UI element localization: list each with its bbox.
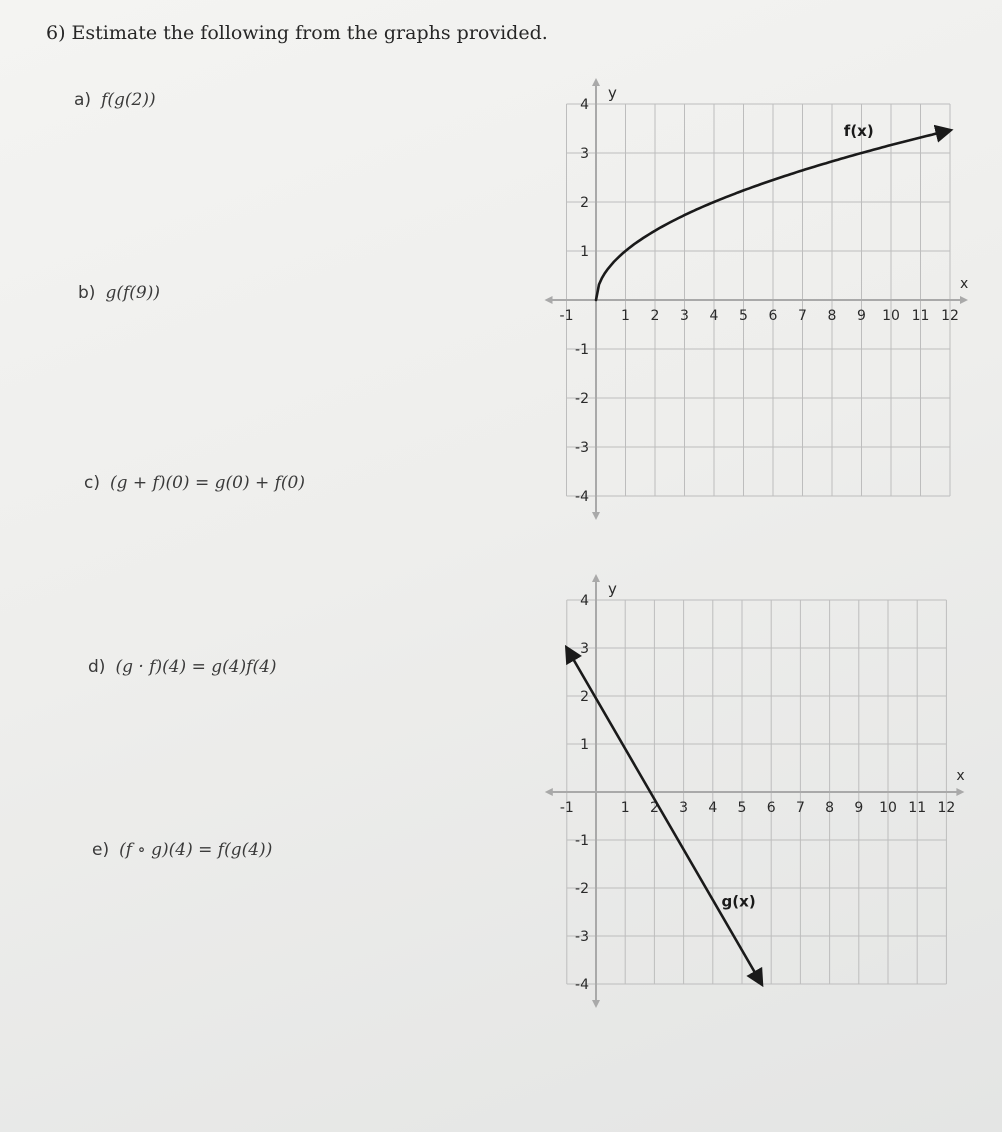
graph-g-x-tick-label: 2 [649,800,659,816]
problem-d [88,657,277,677]
graph-g-y-tick-label: -3 [575,929,589,945]
graph-f-x-tick-label: 2 [650,308,660,324]
graph-g-x-tick-label: 3 [679,800,689,816]
graph-f-y-axis-bottom-arrow [592,512,600,520]
graph-f-y-tick-label: 1 [580,244,589,260]
problem-b [78,283,160,303]
problem-a [74,90,156,110]
graph-g-y-tick-label: 4 [580,593,589,609]
graph-g-x-tick-label: 6 [766,800,776,816]
graph-g-y-tick-label: 3 [580,641,589,657]
graph-g-y-tick-label: -1 [575,833,589,849]
problem-d-label: d) [88,657,106,677]
graph-g-y-axis-bottom-arrow [592,1000,600,1008]
graph-g-x-tick-label: 7 [795,800,805,816]
problem-e-label: e) [92,840,110,860]
problem-e-expression: (f ∘ g)(4) = f(g(4)) [119,840,273,860]
graph-f [536,80,976,525]
graph-g-x-tick-label: 12 [937,800,956,816]
problem-a-label: a) [74,90,92,110]
graph-g-y-tick-label: 1 [580,737,589,753]
graph-g-x-tick-label: 5 [737,800,747,816]
graph-g-x-tick-label: -1 [559,800,574,816]
graph-g [536,562,976,993]
graph-f-x-tick-label: 3 [680,308,689,324]
graph-f-y-tick-label: 3 [580,146,589,162]
graph-f-y-tick-label: -4 [575,489,589,505]
graph-f-y-tick-label: -1 [575,342,589,358]
problem-c [84,473,305,493]
graph-g-x-tick-label: 10 [879,800,897,816]
graph-f-y-axis-label: y [608,84,617,102]
graph-f-x-axis-left-arrow [545,296,553,304]
graph-g-x-tick-label: 9 [854,800,864,816]
graph-g-x-tick-label: 11 [908,800,927,816]
graph-f-y-tick-label: -3 [575,440,589,456]
problem-b-label: b) [78,283,96,303]
graph-g-x-tick-label: 1 [620,800,630,816]
graph-f-x-tick-label: 6 [768,308,778,324]
problem-heading: 6) Estimate the following from the graphs provided. [46,22,548,44]
problem-c-expression: (g + f)(0) = g(0) + f(0) [109,473,305,493]
graph-f-y-tick-label: 4 [580,97,589,113]
graph-f-x-tick-label: 10 [882,308,900,324]
graph-g-y-tick-label: -4 [575,977,589,993]
problem-c-label: c) [84,473,100,493]
graph-f-x-tick-label: 5 [739,308,748,324]
problem-d-expression: (g · f)(4) = g(4)f(4) [115,657,277,677]
graph-g-x-tick-label: 8 [825,800,835,816]
problem-a-expression: f(g(2)) [101,90,156,110]
graph-f-x-tick-label: -1 [559,308,574,324]
graph-g-x-tick-label: 4 [708,800,718,816]
graph-f-x-tick-label: 4 [709,308,719,324]
graph-f-y-tick-label: 2 [580,195,589,211]
graph-g-x-axis-left-arrow [545,788,553,796]
graph-g-y-axis-label: y [608,580,617,598]
graph-g-y-tick-label: 2 [580,689,589,705]
graph-f-series-0-label: f(x) [843,121,874,140]
graph-g-series-0-label: g(x) [721,892,756,911]
graph-f-x-tick-label: 8 [827,308,837,324]
graph-g-x-axis-label: x [956,768,965,784]
problem-e [92,840,272,860]
graph-f-x-tick-label: 11 [911,308,930,324]
graph-f-x-tick-label: 1 [621,308,630,324]
graph-f-y-axis-top-arrow [592,78,600,86]
graph-g-y-tick-label: -2 [575,881,589,897]
graph-f-x-tick-label: 12 [941,308,959,324]
graph-g-x-axis-right-arrow [956,788,964,796]
problem-b-expression: g(f(9)) [105,283,160,303]
graph-f-x-tick-label: 7 [798,308,807,324]
graph-f-x-tick-label: 9 [857,308,866,324]
graph-f-y-tick-label: -2 [575,391,589,407]
graph-f-x-axis-right-arrow [960,296,968,304]
graph-f-x-axis-label: x [960,276,969,292]
graph-g-y-axis-top-arrow [592,574,600,582]
